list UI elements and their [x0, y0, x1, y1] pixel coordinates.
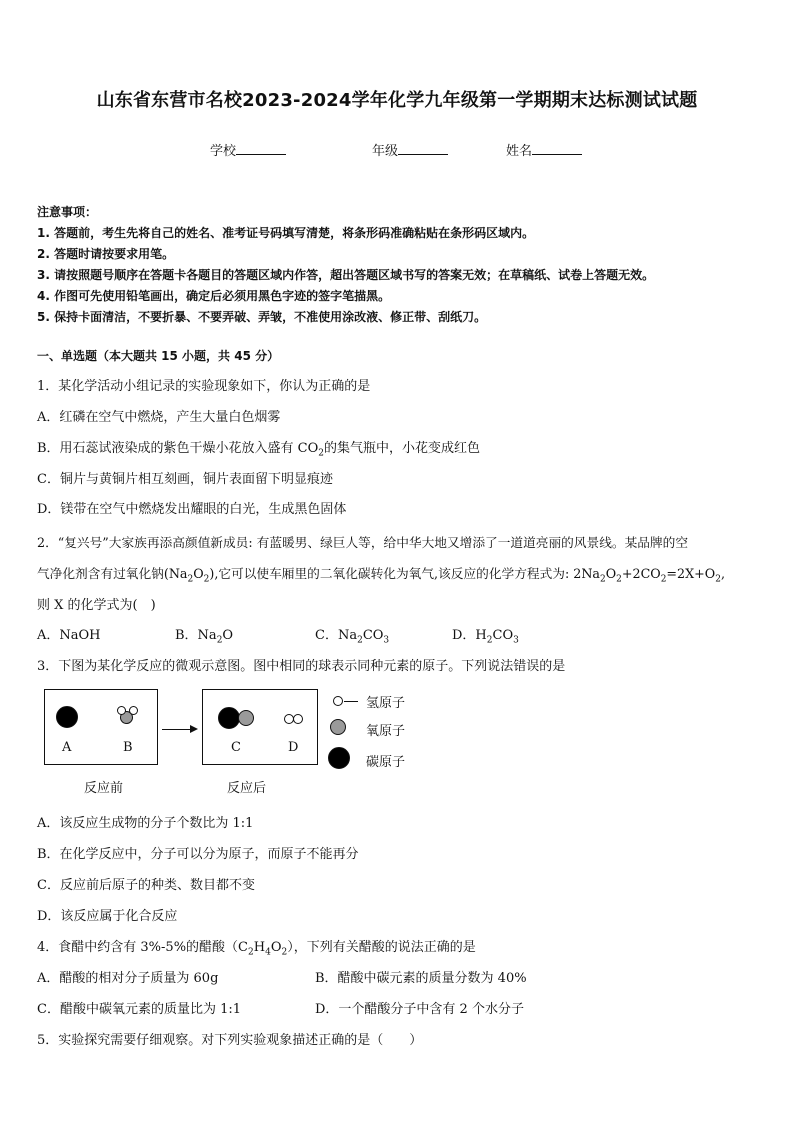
q2-option-c: C．$Na_2CO_3$: [315, 628, 390, 646]
q1-option-a: A．红磷在空气中燃烧，产生大量白色烟雾: [37, 410, 281, 425]
after-caption: 反应后: [227, 781, 267, 796]
q4-option-b: B．醋酸中碳元素的质量分数为 40%: [315, 971, 527, 986]
legend-carbon-icon: [328, 747, 350, 769]
section-title: 一、单选题（本大题共 15 小题，共 45 分）: [37, 349, 280, 363]
legend-hydrogen-label: 氢原子: [366, 696, 406, 711]
legend-carbon-label: 碳原子: [366, 755, 406, 770]
q1-stem: 1．某化学活动小组记录的实验现象如下，你认为正确的是: [37, 379, 371, 394]
reaction-arrow: [162, 729, 192, 730]
name-blank[interactable]: [532, 142, 582, 155]
name-field[interactable]: [506, 140, 582, 159]
q2-line-2: 气净化剂含有过氧化钠$(Na_2O_2)$,它可以使车厢里的二氧化碳转化为氧气,该反应的化学方程式为: $2Na_2O_2+2CO_2=2X+O_2$,: [37, 566, 725, 585]
q4-option-a: A．醋酸的相对分子质量为 60g: [37, 971, 219, 986]
q2-line-1: 2．“复兴号”大家族再添高颜值新成员: 有蓝暖男、绿巨人等，给中华大地又增添了一道道亮丽的风景线。某品牌的空: [37, 535, 689, 550]
grade-field[interactable]: [372, 140, 448, 159]
label-d: D: [288, 740, 299, 755]
name-label: 姓名: [506, 144, 533, 159]
q1-option-b: B．用石蕊试液染成的紫色干燥小花放入盛有 $CO_2$的集气瓶中，小花变成红色: [37, 441, 481, 459]
q2-option-b: B．$Na_2O$: [175, 628, 234, 646]
school-field[interactable]: [210, 140, 286, 159]
notice-item: 4. 作图可先使用铅笔画出，确定后必须用黑色字迹的签字笔描黑。: [37, 289, 391, 303]
q3-option-a: A．该反应生成物的分子个数比为 1:1: [37, 816, 254, 831]
q2-line-3: 则 X 的化学式为( ): [37, 598, 156, 613]
molecule-d-hydrogen: [293, 714, 303, 724]
molecule-a-carbon: [56, 706, 78, 728]
before-caption: 反应前: [84, 781, 124, 796]
notice-heading: 注意事项：: [37, 205, 98, 219]
q3-option-d: D．该反应属于化合反应: [37, 909, 178, 924]
label-b: B: [123, 740, 133, 755]
label-c: C: [231, 740, 241, 755]
molecule-b-hydrogen: [129, 706, 138, 715]
legend-oxygen-label: 氧原子: [366, 724, 406, 739]
legend-bond: [344, 701, 358, 702]
notice-block: [37, 202, 767, 328]
q3-option-c: C．反应前后原子的种类、数目都不变: [37, 878, 255, 893]
grade-label: 年级: [372, 144, 399, 159]
school-blank[interactable]: [236, 142, 286, 155]
q5-stem: 5．实验探究需要仔细观察。对下列实验观象描述正确的是（ ）: [37, 1033, 423, 1048]
molecule-b-hydrogen: [117, 706, 126, 715]
q2-option-d: D．$H_2CO_3$: [452, 628, 519, 646]
arrow-head-icon: [190, 725, 198, 733]
legend-hydrogen-icon: [333, 696, 343, 706]
notice-item: 3. 请按照题号顺序在答题卡各题目的答题区域内作答，超出答题区域书写的答案无效；在草稿纸、试卷上答题无效。: [37, 268, 655, 282]
molecule-c-carbon: [218, 707, 240, 729]
q1-option-d: D．镁带在空气中燃烧发出耀眼的白光，生成黑色固体: [37, 502, 347, 517]
q4-stem: 4．食醋中约含有 3%-5%的醋酸$(C_2H_4O_2)$，下列有关醋酸的说法正确的是: [37, 940, 476, 958]
molecule-c-oxygen: [238, 710, 254, 726]
after-box: [202, 689, 318, 765]
grade-blank[interactable]: [398, 142, 448, 155]
page-title: 山东省东营市名校2023-2024学年化学九年级第一学期期末达标测试试题: [96, 90, 698, 111]
q4-option-c: C．醋酸中碳氧元素的质量比为 1:1: [37, 1002, 242, 1017]
q3-option-b: B．在化学反应中，分子可以分为原子，而原子不能再分: [37, 847, 359, 862]
notice-item: 5. 保持卡面清洁，不要折暴、不要弄破、弄皱，不准使用涂改液、修正带、刮纸刀。: [37, 310, 487, 324]
q2-option-a: A．NaOH: [37, 628, 101, 643]
notice-item: 1. 答题前，考生先将自己的姓名、准考证号码填写清楚，将条形码准确粘贴在条形码区域内。: [37, 226, 535, 240]
q3-stem: 3．下图为某化学反应的微观示意图。图中相同的球表示同种元素的原子。下列说法错误的是: [37, 659, 566, 674]
legend-oxygen-icon: [330, 719, 346, 735]
school-label: 学校: [210, 144, 237, 159]
label-a: A: [62, 740, 72, 755]
q1-option-c: C．铜片与黄铜片相互刻画，铜片表面留下明显痕迹: [37, 472, 333, 487]
notice-item: 2. 答题时请按要求用笔。: [37, 247, 175, 261]
q4-option-d: D．一个醋酸分子中含有 2 个水分子: [315, 1002, 524, 1017]
